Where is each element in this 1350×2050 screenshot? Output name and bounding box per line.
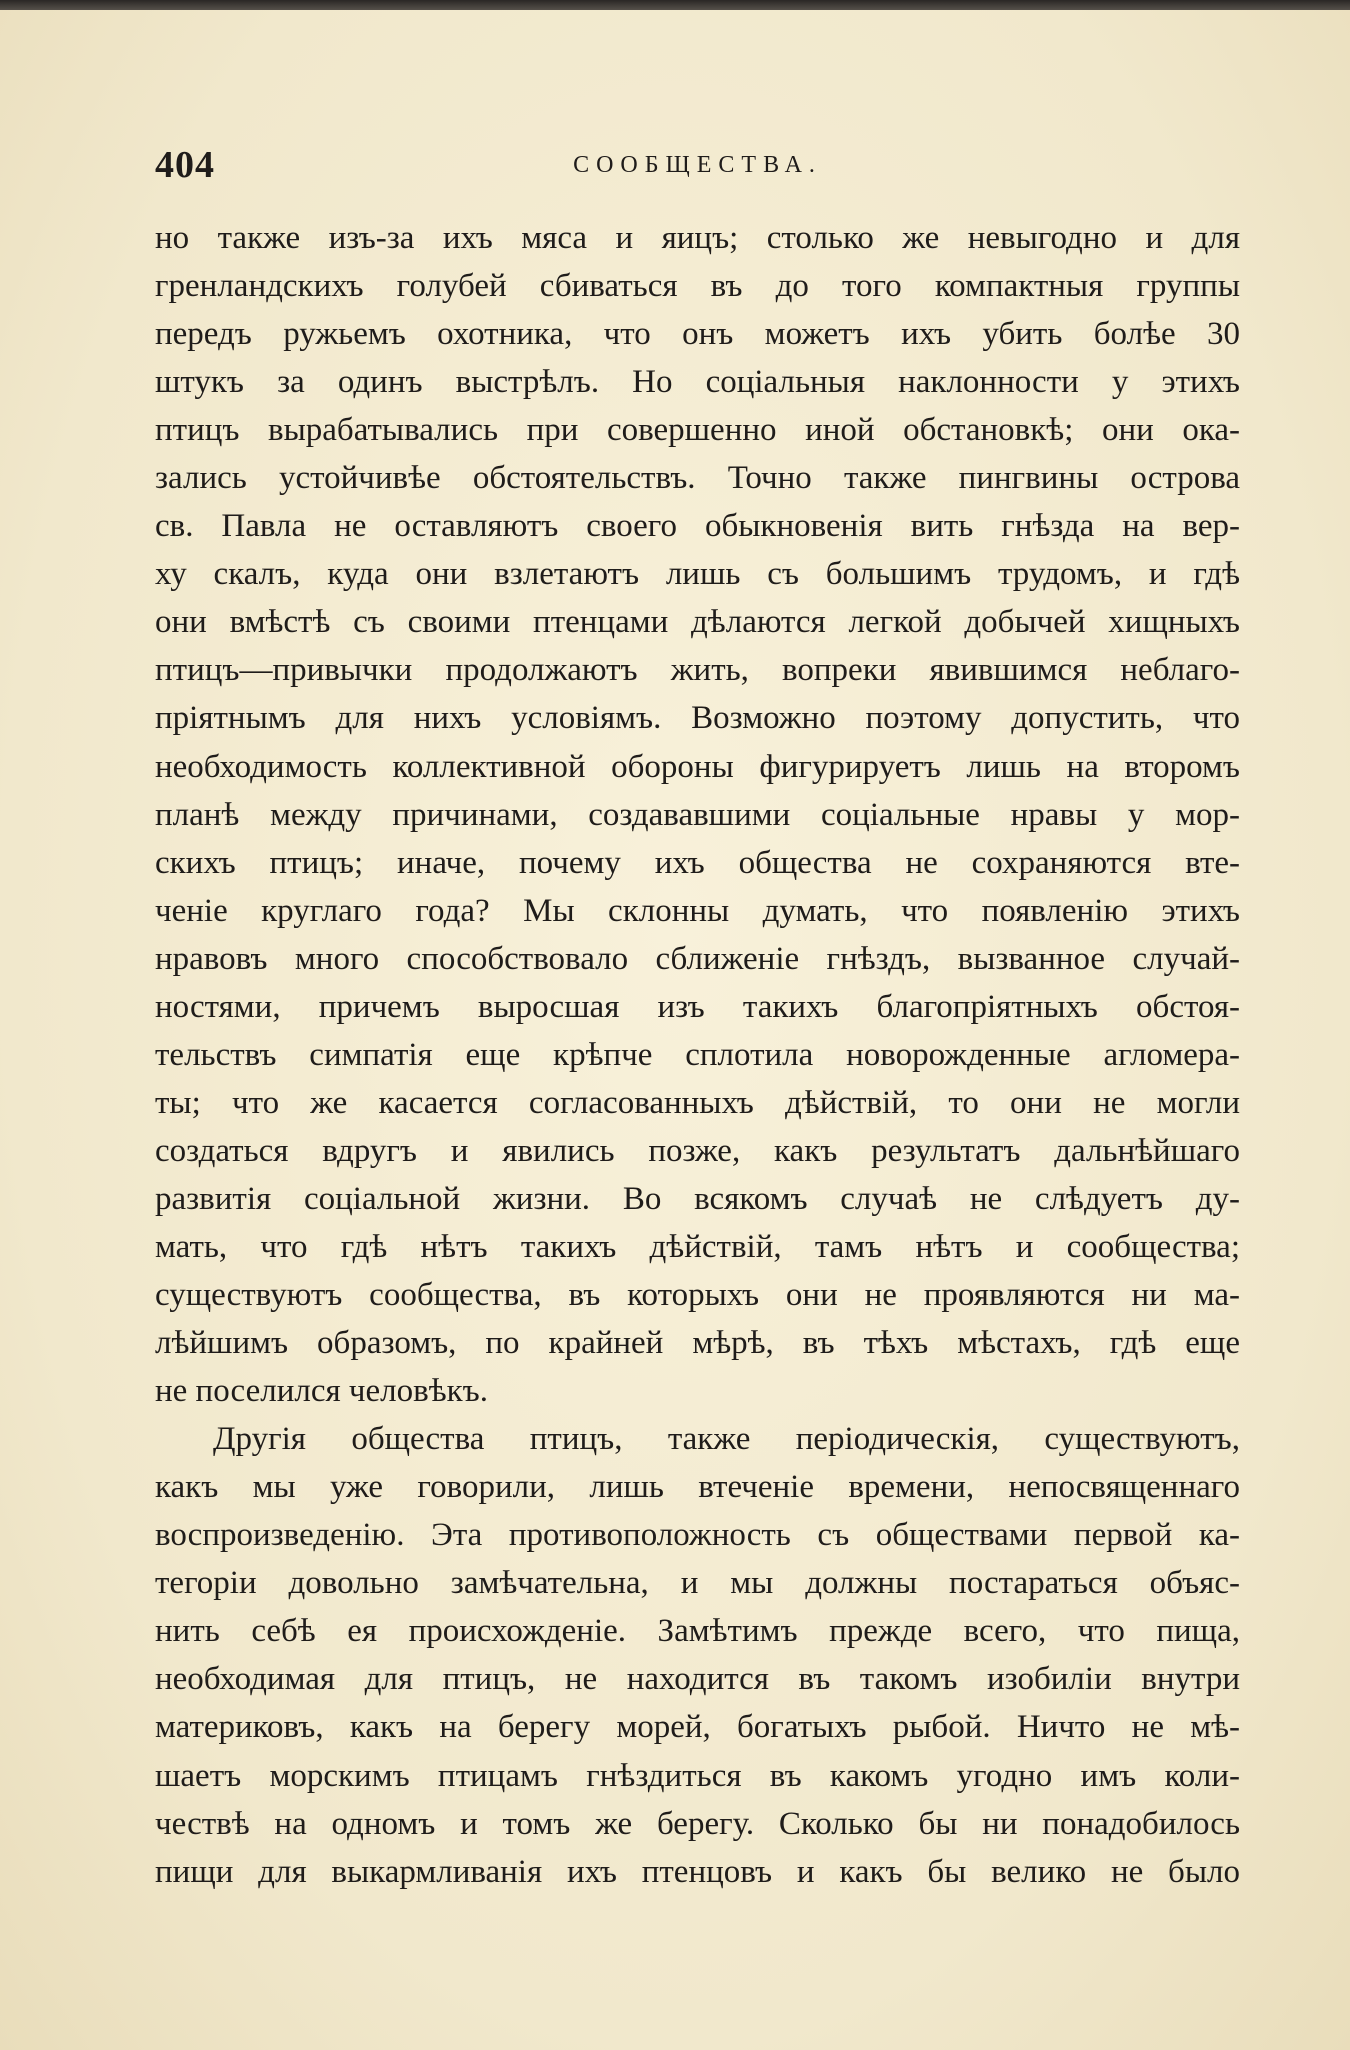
text-line: воспроизведенію. Эта противоположность съ обществами первой ка- — [155, 1517, 1240, 1554]
text-line: развитія соціальной жизни. Во всякомъ случаѣ не слѣдуетъ ду- — [155, 1180, 1240, 1217]
paragraph-end-line: не поселился человѣкъ. — [155, 1373, 488, 1410]
paragraph-first-line: Другія общества птицъ, также періодическія, существуютъ, — [213, 1421, 1240, 1458]
text-line: птицъ—привычки продолжаютъ жить, вопреки явившимся неблаго- — [155, 652, 1240, 689]
page-header — [155, 140, 1240, 190]
text-line: материковъ, какъ на берегу морей, богатыхъ рыбой. Ничто не мѣ- — [155, 1709, 1240, 1746]
text-line: шаетъ морскимъ птицамъ гнѣздиться въ какомъ угодно имъ коли- — [155, 1757, 1240, 1794]
text-line: тельствъ симпатія еще крѣпче сплотила новорожденные агломера- — [155, 1036, 1240, 1073]
text-line: нить себѣ ея происхожденіе. Замѣтимъ прежде всего, что пища, — [155, 1613, 1240, 1650]
text-line: ты; что же касается согласованныхъ дѣйствій, то они не могли — [155, 1084, 1240, 1121]
text-line: пріятнымъ для нихъ условіямъ. Возможно поэтому допустить, что — [155, 700, 1240, 737]
text-line: пищи для выкармливанія ихъ птенцовъ и какъ бы велико не было — [155, 1853, 1240, 1890]
text-line: создаться вдругъ и явились позже, какъ результатъ дальнѣйшаго — [155, 1132, 1240, 1169]
text-line: чествѣ на одномъ и томъ же берегу. Сколько бы ни понадобилось — [155, 1805, 1240, 1842]
text-line: какъ мы уже говорили, лишь втеченіе времени, непосвященнаго — [155, 1469, 1240, 1506]
text-line: существуютъ сообщества, въ которыхъ они не проявляются ни ма- — [155, 1277, 1240, 1314]
text-line: скихъ птицъ; иначе, почему ихъ общества не сохраняются вте- — [155, 844, 1240, 881]
text-line: мать, что гдѣ нѣтъ такихъ дѣйствій, тамъ нѣтъ и сообщества; — [155, 1228, 1240, 1265]
text-line: ченіе круглаго года? Мы склонны думать, что появленію этихъ — [155, 892, 1240, 929]
text-line: ностями, причемъ выросшая изъ такихъ благопріятныхъ обстоя- — [155, 988, 1240, 1025]
text-line: планѣ между причинами, создававшими соціальные нравы у мор- — [155, 796, 1240, 833]
text-line: они вмѣстѣ съ своими птенцами дѣлаются легкой добычей хищныхъ — [155, 604, 1240, 641]
text-line: зались устойчивѣе обстоятельствъ. Точно также пингвины острова — [155, 460, 1240, 497]
page-number: 404 — [155, 144, 215, 186]
text-line: но также изъ-за ихъ мяса и яицъ; столько же невыгодно и для — [155, 220, 1240, 256]
body-text — [155, 214, 1240, 1896]
text-line: передъ ружьемъ охотника, что онъ можетъ ихъ убить болѣе 30 — [155, 316, 1240, 353]
text-line: лѣйшимъ образомъ, по крайней мѣрѣ, въ тѣхъ мѣстахъ, гдѣ еще — [155, 1325, 1240, 1362]
running-title: СООБЩЕСТВА. — [573, 152, 822, 178]
text-line: тегоріи довольно замѣчательна, и мы должны постараться объяс- — [155, 1565, 1240, 1602]
text-line: св. Павла не оставляютъ своего обыкновенія вить гнѣзда на вер- — [155, 508, 1240, 545]
text-line: необходимая для птицъ, не находится въ такомъ изобиліи внутри — [155, 1661, 1240, 1698]
text-line: птицъ вырабатывались при совершенно иной обстановкѣ; они ока- — [155, 412, 1240, 449]
text-line: ху скалъ, куда они взлетаютъ лишь съ большимъ трудомъ, и гдѣ — [155, 556, 1240, 593]
text-line: гренландскихъ голубей сбиваться въ до того компактныя группы — [155, 268, 1240, 305]
text-line: необходимость коллективной обороны фигурируетъ лишь на второмъ — [155, 748, 1240, 785]
text-line: штукъ за одинъ выстрѣлъ. Но соціальныя наклонности у этихъ — [155, 364, 1240, 401]
text-line: нравовъ много способствовало сближеніе гнѣздъ, вызванное случай- — [155, 940, 1240, 977]
top-border-rule — [0, 0, 1350, 10]
